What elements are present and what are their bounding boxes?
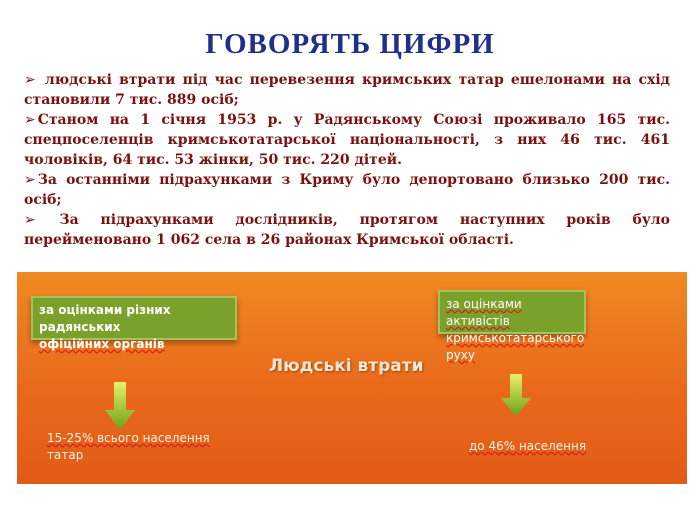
bullet-text: За останніми підрахунками з Криму було депортовано близько 200 тис. осіб; xyxy=(24,172,670,208)
activist-estimates-line2: кримськотатарського руху xyxy=(446,331,585,362)
page-title: ГОВОРЯТЬ ЦИФРИ xyxy=(205,28,495,60)
soviet-estimate-result-line2: татар xyxy=(47,448,84,462)
activist-estimate-result xyxy=(469,438,629,455)
soviet-estimates-box xyxy=(31,296,237,351)
activist-estimates-line1: за оцінками активістів xyxy=(446,297,522,328)
bullet-text: Станом на 1 січня 1953 р. у Радянському Союзі проживало 165 тис. спецпоселенців кримськотатарської національності, з них 46 тис. 461 чоловіків, 64 тис. 53 жінки, 50 тис. 220 дітей. xyxy=(24,112,670,168)
activist-estimates-box xyxy=(438,290,586,362)
bullet-arrow-icon: ➢ xyxy=(24,112,36,128)
bullet-arrow-icon: ➢ xyxy=(24,172,36,188)
activist-estimate-result-text: до 46% населення xyxy=(469,439,587,453)
down-arrow-icon xyxy=(105,382,135,430)
bullet-text: За підрахунками дослідників, протягом наступних років було перейменовано 1 062 села в 26 районах Кримської області. xyxy=(24,212,670,248)
down-arrow-icon xyxy=(501,374,531,416)
human-losses-diagram xyxy=(17,272,687,484)
human-losses-label: Людські втрати xyxy=(269,356,424,376)
bullet-item-4 xyxy=(24,210,670,250)
bullet-list xyxy=(24,70,670,250)
bullet-text: людські втрати під час перевезення кримських татар ешелонами на схід становили 7 тис. 889 осіб; xyxy=(24,72,670,108)
bullet-item-2 xyxy=(24,110,670,170)
soviet-estimate-result xyxy=(47,430,247,464)
bullet-arrow-icon: ➢ xyxy=(24,212,36,228)
bullet-item-1 xyxy=(24,70,670,110)
soviet-estimate-result-line1: 15-25% всього населення xyxy=(47,431,210,445)
bullet-item-3 xyxy=(24,170,670,210)
bullet-arrow-icon: ➢ xyxy=(24,72,36,88)
soviet-estimates-line1: за оцінками різних радянських xyxy=(39,303,171,334)
soviet-estimates-line2: офіційних органів xyxy=(39,337,165,351)
